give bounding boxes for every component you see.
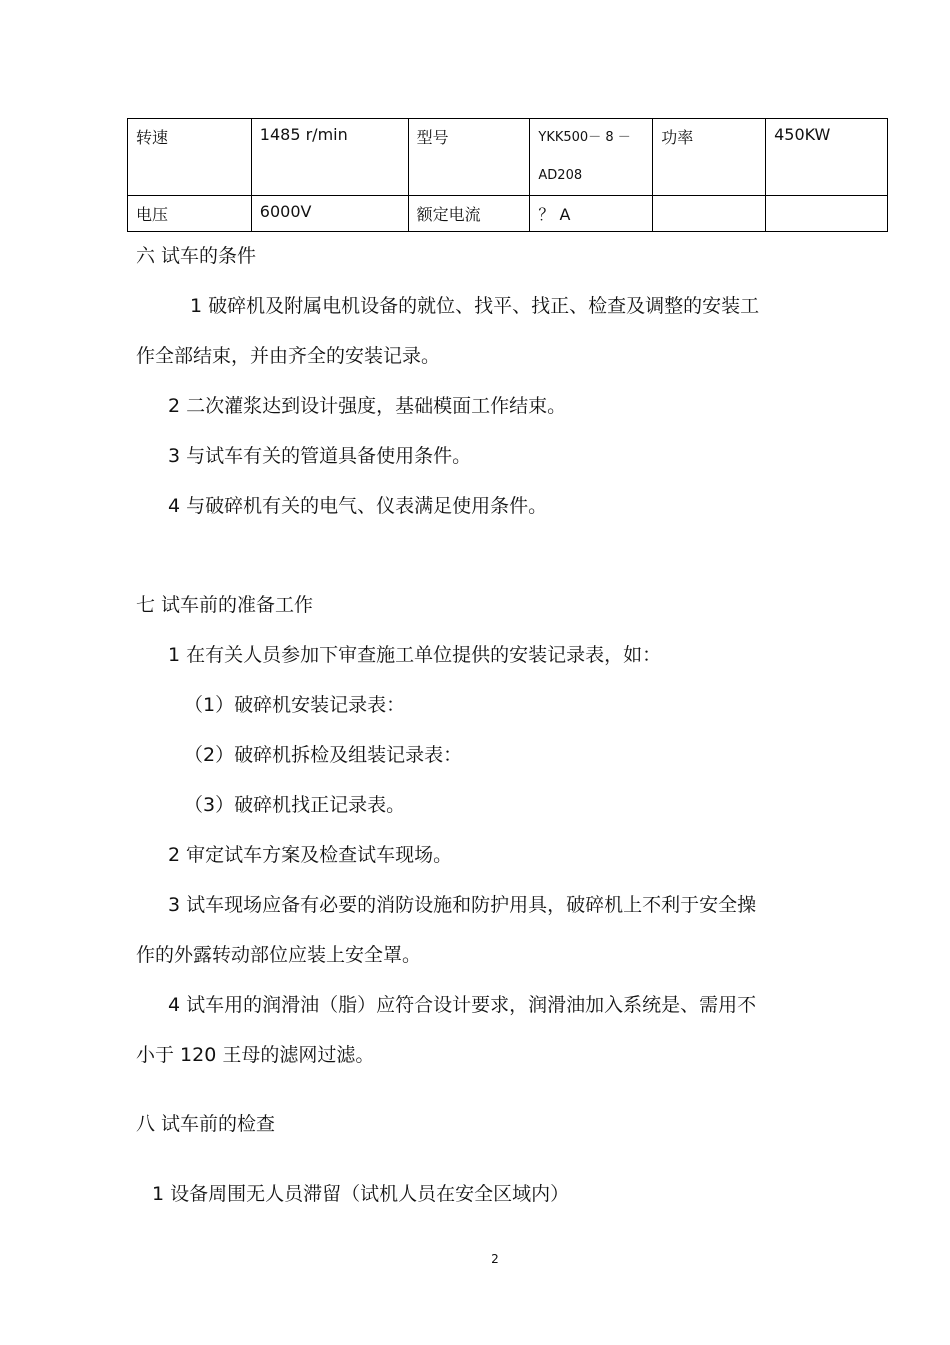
table-cell: YKK500－ 8 －AD208 bbox=[530, 119, 653, 196]
table-cell: 电压 bbox=[128, 196, 252, 232]
paragraph: 1 设备周围无人员滞留（试机人员在安全区域内） bbox=[152, 1183, 570, 1205]
table-cell: 6000V bbox=[251, 196, 408, 232]
table-cell: 450KW bbox=[766, 119, 888, 196]
list-item: （1）破碎机安装记录表： bbox=[184, 694, 406, 716]
paragraph: 3 试车现场应备有必要的消防设施和防护用具，破碎机上不利于安全操 bbox=[168, 894, 757, 916]
motor-spec-table bbox=[127, 118, 888, 232]
section-heading: 八 试车前的检查 bbox=[136, 1113, 276, 1135]
paragraph: 3 与试车有关的管道具备使用条件。 bbox=[168, 445, 472, 467]
section-heading: 七 试车前的准备工作 bbox=[136, 594, 314, 616]
paragraph: 小于 120 王母的滤网过滤。 bbox=[136, 1044, 375, 1066]
paragraph: 作的外露转动部位应装上安全罩。 bbox=[136, 944, 422, 966]
paragraph: 作全部结束，并由齐全的安装记录。 bbox=[136, 345, 441, 367]
paragraph: 1 在有关人员参加下审查施工单位提供的安装记录表，如： bbox=[168, 644, 662, 666]
list-item: （3）破碎机找正记录表。 bbox=[184, 794, 406, 816]
list-item: （2）破碎机拆检及组装记录表： bbox=[184, 744, 463, 766]
table-cell: ？ A bbox=[530, 196, 653, 232]
paragraph: 4 与破碎机有关的电气、仪表满足使用条件。 bbox=[168, 495, 548, 517]
page-number: 2 bbox=[491, 1252, 499, 1266]
table-cell: 型号 bbox=[408, 119, 530, 196]
table-cell: 额定电流 bbox=[408, 196, 530, 232]
table-row bbox=[128, 196, 888, 232]
paragraph: 2 二次灌浆达到设计强度，基础模面工作结束。 bbox=[168, 395, 567, 417]
table-row bbox=[128, 119, 888, 196]
section-heading: 六 试车的条件 bbox=[136, 245, 257, 267]
paragraph: 1 破碎机及附属电机设备的就位、找平、找正、检查及调整的安装工 bbox=[190, 295, 760, 317]
table-cell bbox=[766, 196, 888, 232]
paragraph: 2 审定试车方案及检查试车现场。 bbox=[168, 844, 453, 866]
table-cell: 功率 bbox=[653, 119, 766, 196]
paragraph: 4 试车用的润滑油（脂）应符合设计要求，润滑油加入系统是、需用不 bbox=[168, 994, 757, 1016]
table-cell bbox=[653, 196, 766, 232]
table-cell: 转速 bbox=[128, 119, 252, 196]
table-cell: 1485 r/min bbox=[251, 119, 408, 196]
